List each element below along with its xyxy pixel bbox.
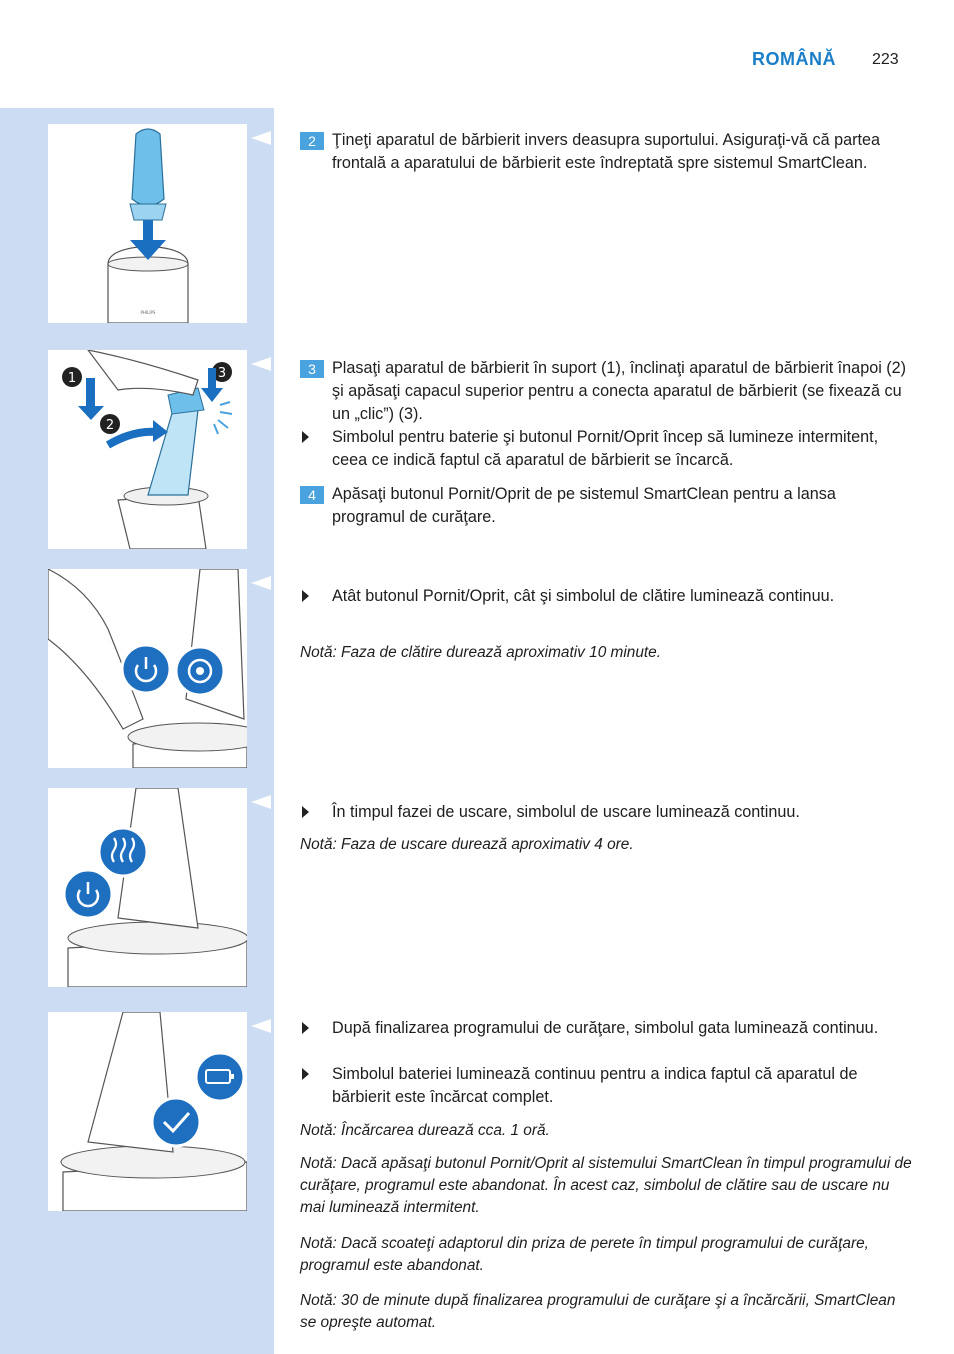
power-icon bbox=[64, 870, 112, 918]
bullet-text: În timpul fazei de uscare, simbolul de uscare luminează continuu. bbox=[332, 803, 800, 821]
note-auto-off: Notă: 30 de minute după finalizarea programului de curăţare şi a încărcării, SmartClean se opreşte automat. bbox=[300, 1292, 896, 1331]
figure-pointer bbox=[251, 1019, 271, 1033]
bullet-battery-full bbox=[300, 1063, 910, 1109]
bullet-marker-icon bbox=[302, 431, 309, 443]
bullet-marker-icon bbox=[302, 1068, 309, 1080]
step-2 bbox=[300, 129, 910, 175]
step-text: Ţineţi aparatul de bărbierit invers deasupra suportului. Asiguraţi-vă că partea frontală a aparatului de bărbierit este îndreptată spre sistemul SmartClean. bbox=[332, 131, 880, 172]
note-rinse-duration: Notă: Faza de clătire durează aproximativ 10 minute. bbox=[300, 644, 662, 661]
figure-pointer bbox=[251, 357, 271, 371]
bullet-text: Atât butonul Pornit/Oprit, cât şi simbolul de clătire luminează continuu. bbox=[332, 587, 835, 605]
bullet-text: Simbolul pentru baterie şi butonul Pornit/Oprit încep să lumineze intermitent, ceea ce indică faptul că aparatul de bărbierit se încarcă. bbox=[332, 428, 879, 469]
step-3 bbox=[300, 357, 910, 426]
bullet-marker-icon bbox=[302, 1022, 309, 1034]
step-number-badge: 2 bbox=[300, 132, 324, 150]
figure-program-finished bbox=[48, 1012, 247, 1211]
figure-place-in-cradle bbox=[48, 350, 247, 549]
bullet-text: După finalizarea programului de curăţare, simbolul gata luminează continuu. bbox=[332, 1019, 879, 1037]
note-charge-duration: Notă: Încărcarea durează cca. 1 oră. bbox=[300, 1122, 550, 1139]
page-number: 223 bbox=[872, 51, 899, 68]
bullet-text: Simbolul bateriei luminează continuu pentru a indica faptul că aparatul de bărbierit este încărcat complet. bbox=[332, 1065, 858, 1106]
note-dry-duration: Notă: Faza de uscare durează aproximativ 4 ore. bbox=[300, 836, 634, 853]
bullet-drying bbox=[300, 801, 910, 824]
power-icon bbox=[122, 645, 170, 693]
language-heading: ROMÂNĂ bbox=[752, 49, 836, 69]
rinse-icon bbox=[176, 647, 224, 695]
bullet-marker-icon bbox=[302, 806, 309, 818]
figure-pointer bbox=[251, 131, 271, 145]
step-text: Plasaţi aparatul de bărbierit în suport (1), înclinaţi aparatul de bărbierit înapoi (2) şi apăsaţi capacul superior pentru a conecta aparatul de bărbierit (se fixează cu un „clic”) (3). bbox=[332, 359, 907, 423]
note-abort-button: Notă: Dacă apăsaţi butonul Pornit/Oprit al sistemului SmartClean în timpul programului de curăţare, programul este abandonat. În acest caz, simbolul de clătire sau de uscare nu mai luminează intermitent. bbox=[300, 1155, 912, 1216]
callout-1: 1 bbox=[67, 371, 77, 386]
bullet-charging bbox=[300, 426, 910, 472]
bullet-ready bbox=[300, 1017, 910, 1040]
figure-pointer bbox=[251, 795, 271, 809]
brand-mark: PHILIPS bbox=[140, 310, 156, 315]
callout-3: 3 bbox=[217, 366, 227, 381]
drying-icon bbox=[99, 828, 147, 876]
step-number-badge: 3 bbox=[300, 360, 324, 378]
step-text: Apăsaţi butonul Pornit/Oprit de pe sistemul SmartClean pentru a lansa programul de curăţare. bbox=[332, 485, 836, 526]
figure-shaver-above-cradle bbox=[48, 124, 247, 323]
step-number-badge: 4 bbox=[300, 486, 324, 504]
callout-2: 2 bbox=[105, 418, 115, 433]
battery-icon bbox=[196, 1053, 244, 1101]
note-abort-adapter: Notă: Dacă scoateţi adaptorul din priza de perete în timpul programului de curăţare, programul este abandonat. bbox=[300, 1235, 869, 1274]
figure-rinse-phase bbox=[48, 569, 247, 768]
figure-drying-phase bbox=[48, 788, 247, 987]
ready-check-icon bbox=[152, 1098, 200, 1146]
figure-pointer bbox=[251, 576, 271, 590]
step-4 bbox=[300, 483, 910, 529]
bullet-rinse bbox=[300, 585, 910, 608]
bullet-marker-icon bbox=[302, 590, 309, 602]
